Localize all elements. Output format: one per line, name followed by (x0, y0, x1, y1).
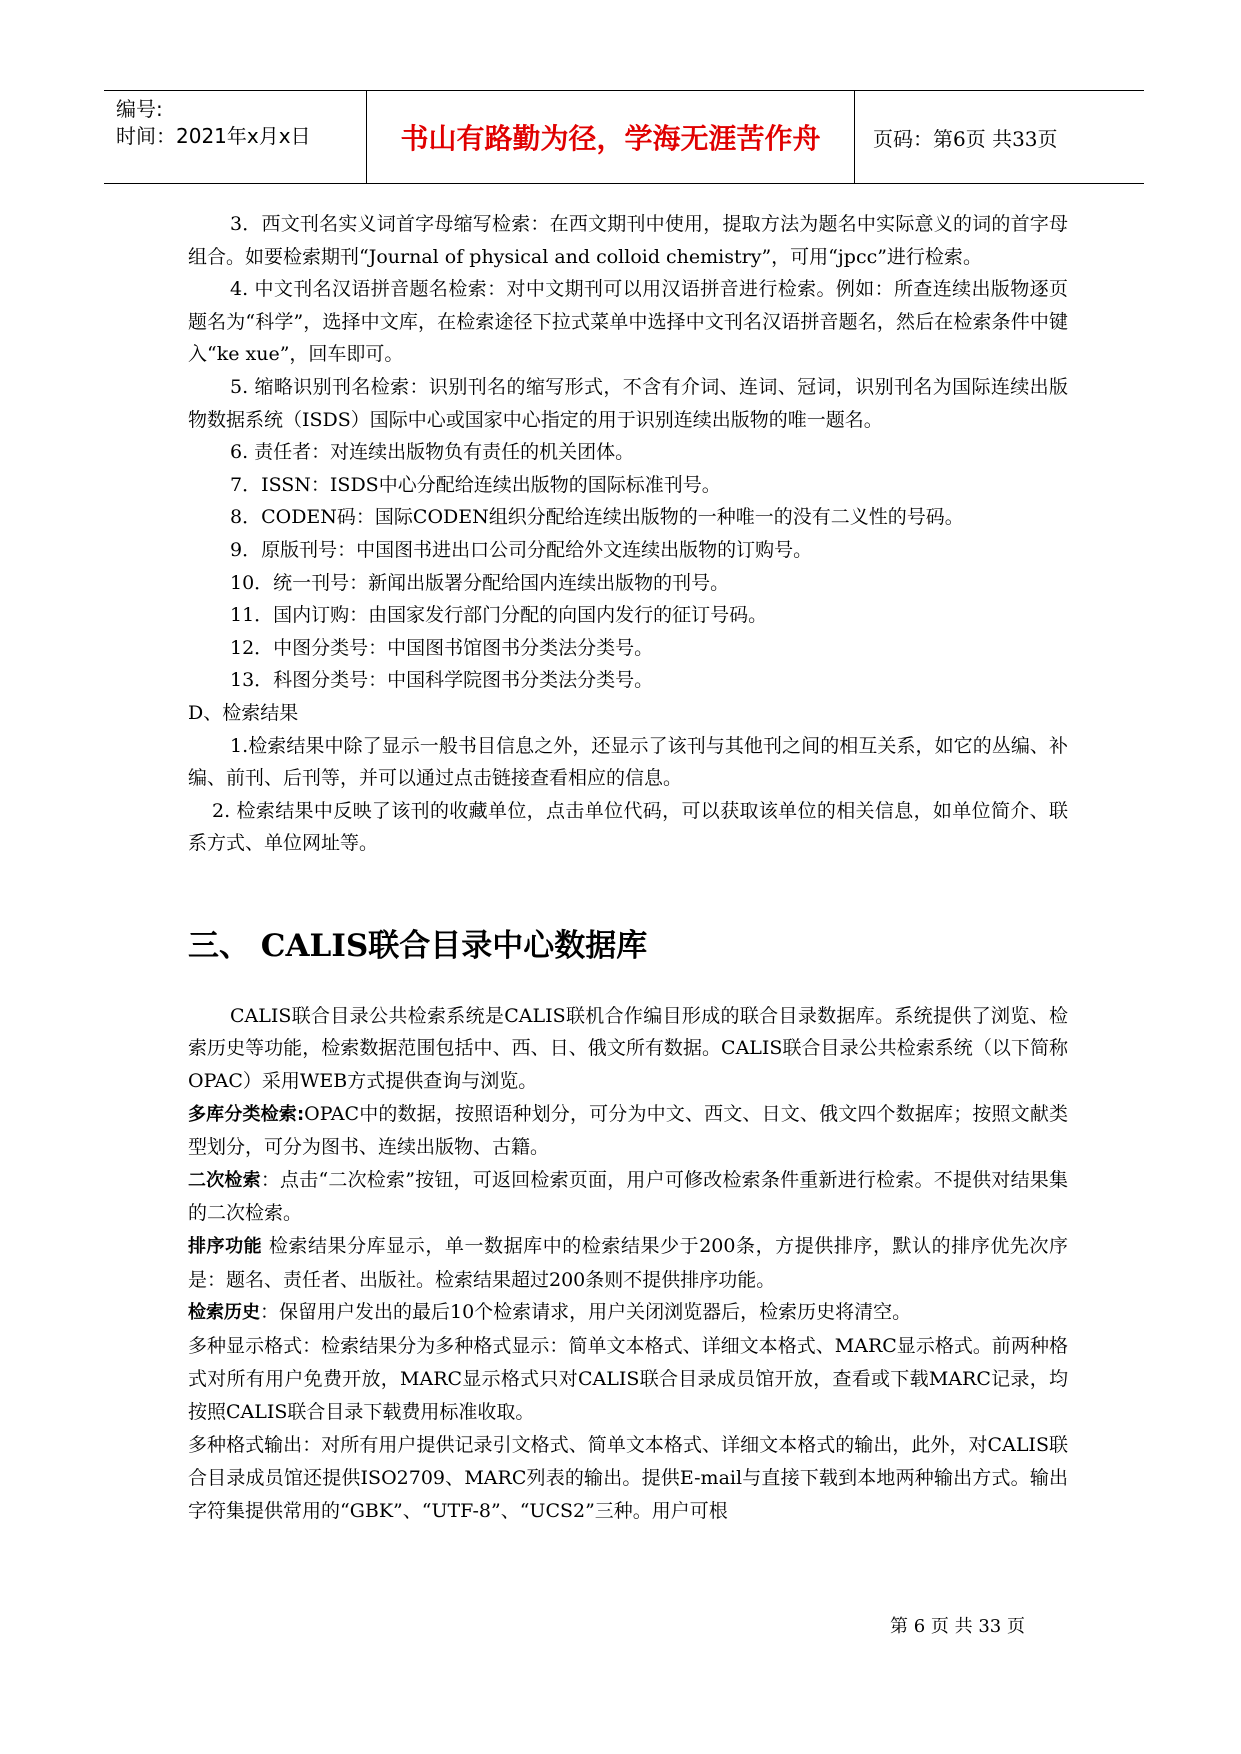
page-header (104, 90, 1144, 184)
feature-item (188, 1296, 1068, 1330)
feature-label: 二次检索 (188, 1169, 261, 1191)
feature-item (188, 1330, 1068, 1429)
paragraph: CALIS联合目录公共检索系统是CALIS联机合作编目形成的联合目录数据库。系统提供了浏览、检索历史等功能，检索数据范围包括中、西、日、俄文所有数据。CALIS联合目录公共检索系统（以下简称OPAC）采用WEB方式提供查询与浏览。 (188, 1004, 1068, 1093)
paragraph: 11．国内订购：由国家发行部门分配的向国内发行的征订号码。 (230, 604, 768, 627)
feature-text: ：点击“二次检索”按钮，可返回检索页面，用户可修改检索条件重新进行检索。不提供对结果集的二次检索。 (188, 1168, 1069, 1225)
header-left-cell (104, 91, 367, 183)
feature-label: 多库分类检索: (188, 1103, 305, 1125)
feature-item (188, 1429, 1068, 1528)
results-heading: D、检索结果 (188, 701, 299, 724)
feature-text: ：保留用户发出的最后10个检索请求，用户关闭浏览器后，检索历史将清空。 (260, 1301, 912, 1324)
document-time: 时间：2021年x月x日 (116, 124, 311, 148)
header-page-info: 页码：第6页 共33页 (873, 126, 1058, 151)
paragraph: 9．原版刊号：中国图书进出口公司分配给外文连续出版物的订购号。 (230, 538, 813, 561)
document-body (188, 208, 1068, 1527)
paragraph: 12．中图分类号：中国图书馆图书分类法分类号。 (230, 636, 654, 659)
paragraph: 3．西文刊名实义词首字母缩写检索：在西文期刊中使用，提取方法为题名中实际意义的词的首字母组合。如要检索期刊“Journal of physical and colloid chemistry”，可用“jpcc”进行检索。 (188, 213, 1068, 268)
section-title: 三、 CALIS联合目录中心数据库 (188, 927, 648, 964)
feature-text: 多种显示格式：检索结果分为多种格式显示：简单文本格式、详细文本格式、MARC显示格式。前两种格式对所有用户免费开放，MARC显示格式只对CALIS联合目录成员馆开放，查看或下载MARC记录，均按照CALIS联合目录下载费用标准收取。 (188, 1334, 1068, 1423)
paragraph: 1.检索结果中除了显示一般书目信息之外，还显示了该刊与其他刊之间的相互关系，如它的丛编、补编、前刊、后刊等，并可以通过点击链接查看相应的信息。 (188, 734, 1068, 790)
paragraph: 5. 缩略识别刊名检索：识别刊名的缩写形式，不含有介词、连词、冠词，识别刊名为国际连续出版物数据系统（ISDS）国际中心或国家中心指定的用于识别连续出版物的唯一题名。 (188, 375, 1068, 431)
feature-text: OPAC中的数据，按照语种划分，可分为中文、西文、日文、俄文四个数据库；按照文献类型划分，可分为图书、连续出版物、古籍。 (188, 1102, 1068, 1159)
feature-text: 多种格式输出：对所有用户提供记录引文格式、简单文本格式、详细文本格式的输出，此外，对CALIS联合目录成员馆还提供ISO2709、MARC列表的输出。提供E-mail与直接下载到本地两种输出方式。输出字符集提供常用的“GBK”、“UTF-8”、“UCS2”三种。用户可根 (188, 1433, 1068, 1522)
feature-item (188, 1098, 1068, 1164)
feature-label: 检索历史 (188, 1302, 260, 1324)
feature-item (188, 1230, 1068, 1296)
feature-text: 检索结果分库显示，单一数据库中的检索结果少于200条，方提供排序，默认的排序优先次序是：题名、责任者、出版社。检索结果超过200条则不提供排序功能。 (188, 1235, 1069, 1291)
page-footer: 第 6 页 共 33 页 (890, 1616, 1025, 1637)
paragraph: 4. 中文刊名汉语拼音题名检索：对中文期刊可以用汉语拼音进行检索。例如：所查连续出版物逐页题名为“科学”，选择中文库，在检索途径下拉式菜单中选择中文刊名汉语拼音题名，然后在检索条件中键入“ke xue”，回车即可。 (188, 278, 1068, 366)
feature-item (188, 1164, 1068, 1230)
paragraph: 6. 责任者：对连续出版物负有责任的机关团体。 (230, 441, 635, 464)
feature-label: 排序功能 (188, 1236, 263, 1258)
document-number-label: 编号: (116, 97, 163, 121)
paragraph: 7．ISSN：ISDS中心分配给连续出版物的国际标准刊号。 (230, 473, 721, 496)
paragraph: 8．CODEN码：国际CODEN组织分配给连续出版物的一种唯一的没有二义性的号码。 (230, 506, 964, 529)
paragraph: 10．统一刊号：新闻出版署分配给国内连续出版物的刊号。 (230, 571, 730, 594)
paragraph: 2. 检索结果中反映了该刊的收藏单位，点击单位代码，可以获取该单位的相关信息，如单位简介、联系方式、单位网址等。 (188, 799, 1068, 855)
paragraph: 13．科图分类号：中国科学院图书分类法分类号。 (230, 669, 654, 692)
header-motto: 书山有路勤为径，学海无涯苦作舟 (367, 91, 855, 183)
